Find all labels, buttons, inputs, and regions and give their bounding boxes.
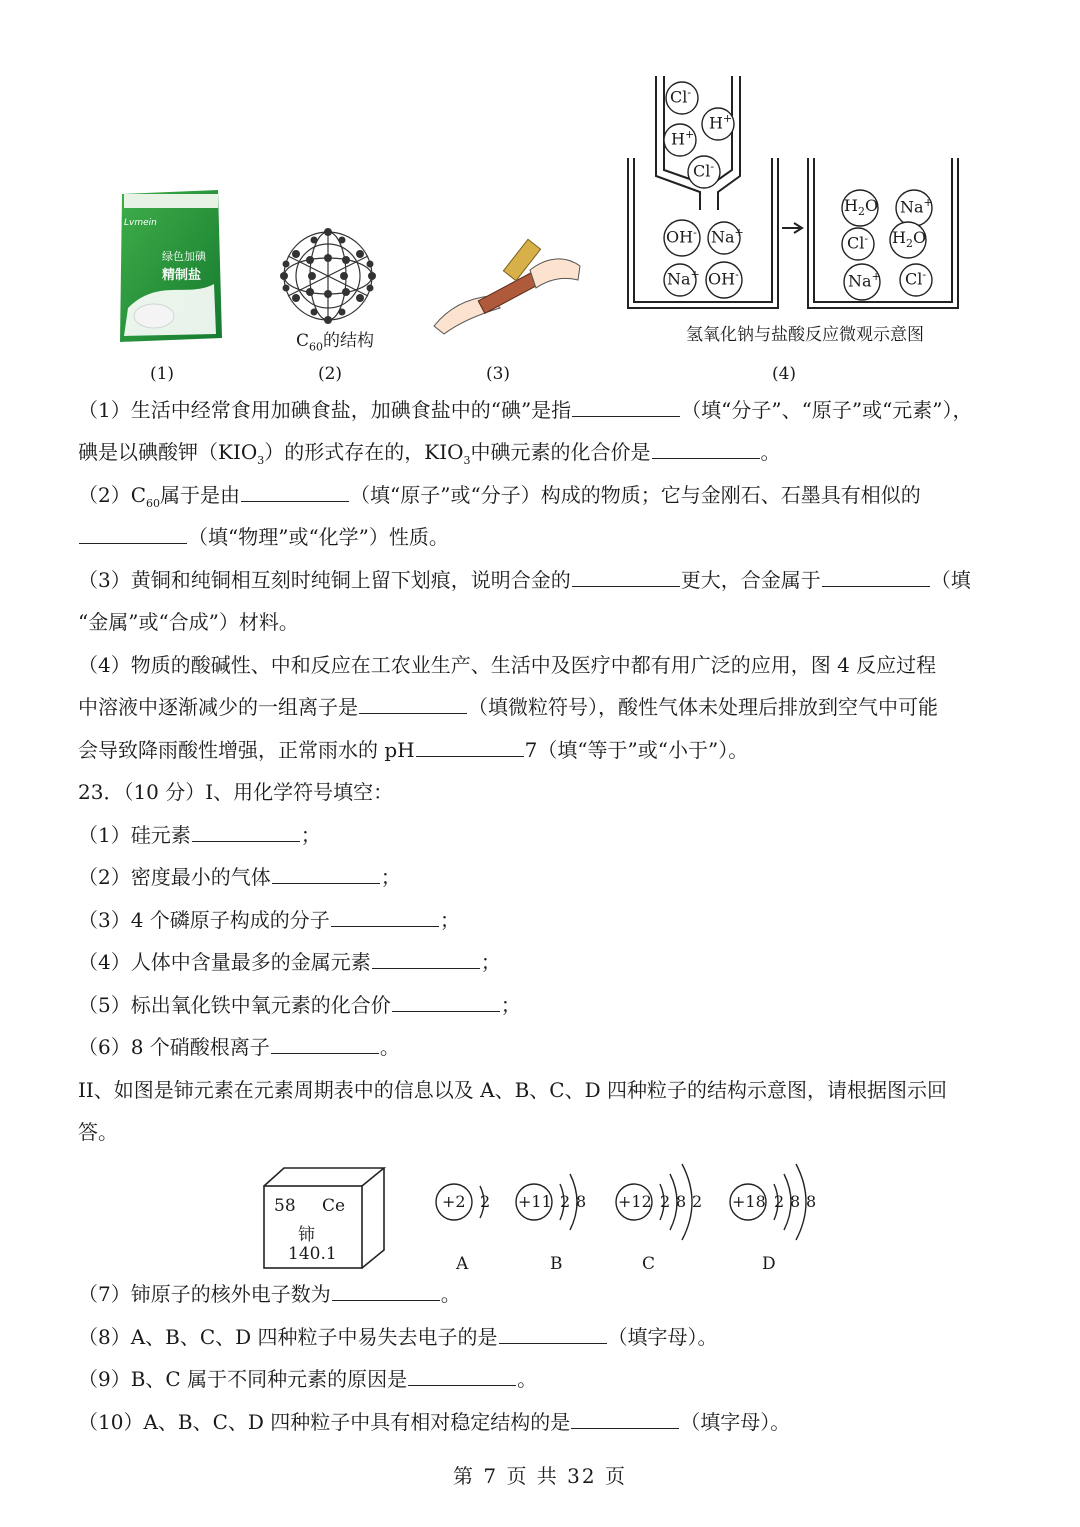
salt-name-text: 精制盐 [162, 268, 202, 283]
q22-4-line3: 会导致降雨酸性增强，正常雨水的 pH 7（填“等于”或“小于”）。 [78, 738, 749, 762]
particle-h2o-2: $H_2O$ [892, 228, 927, 251]
c60-structure-image [268, 226, 388, 326]
answer-blank[interactable] [359, 693, 467, 714]
q23-part2-line1: II、如图是铈元素在元素周期表中的信息以及 A、B、C、D 四种粒子的结构示意图，请根据图示回 [78, 1078, 947, 1102]
atom-d-nucleus: +18 [732, 1192, 766, 1211]
element-number: 58 [274, 1196, 296, 1216]
figure-3-label: (3) [485, 364, 511, 384]
q23-10: （10）A、B、C、D 四种粒子中具有相对稳定结构的是 （填字母）。 [78, 1410, 791, 1434]
atom-d-shell-1: 2 [774, 1192, 785, 1211]
answer-blank[interactable] [192, 821, 300, 842]
answer-blank[interactable] [331, 906, 439, 927]
salt-package-image [118, 188, 224, 344]
answer-blank[interactable] [571, 1408, 679, 1429]
answer-blank[interactable] [408, 1365, 516, 1386]
q23-part2-line2: 答。 [78, 1120, 118, 1144]
answer-blank[interactable] [241, 481, 349, 502]
figure-2-label: (2) [317, 364, 343, 384]
q22-1-line2: 碘是以碘酸钾$(KIO_3)$的形式存在的，$KIO_3$中碘元素的化合价是 。 [78, 440, 781, 467]
answer-blank[interactable] [499, 1323, 607, 1344]
atom-b-shell-1: 2 [560, 1192, 571, 1211]
atom-a-nucleus: +2 [442, 1192, 466, 1211]
atom-c-shell-3: 2 [692, 1192, 703, 1211]
atom-structure-diagrams [430, 1150, 830, 1280]
q22-4-line2: 中溶液中逐渐减少的一组离子是 （填微粒符号），酸性气体未处理后排放到空气中可能 [78, 695, 938, 719]
q23-8: （8）A、B、C、D 四种粒子中易失去电子的是 （填字母）。 [78, 1325, 718, 1349]
particle-oh-2: OH- [708, 268, 739, 289]
salt-badge-text: Lvmein [124, 218, 157, 228]
element-symbol: Ce [322, 1196, 346, 1216]
answer-blank[interactable] [272, 863, 380, 884]
c60-caption: $C_{60}$的结构 [295, 331, 374, 354]
answer-blank[interactable] [652, 438, 760, 459]
answer-blank[interactable] [416, 736, 524, 757]
atom-b-shell-2: 8 [576, 1192, 587, 1211]
atom-d-shell-2: 8 [790, 1192, 801, 1211]
q22-3-line2: “金属”或“合成”）材料。 [78, 610, 299, 634]
q22-4-line1: （4）物质的酸碱性、中和反应在工农业生产、生活中及医疗中都有用广泛的应用，图 4 反应过程 [78, 653, 937, 677]
atom-b-label: B [550, 1254, 563, 1274]
q22-2-line2: （填“物理”或“化学”）性质。 [78, 523, 449, 551]
particle-cl-1: Cl- [670, 86, 692, 107]
particle-na-4: Na+ [848, 270, 881, 291]
q23-item-1: （1）硅元素 ； [78, 823, 321, 847]
answer-blank[interactable] [332, 1280, 440, 1301]
atom-d-label: D [762, 1254, 776, 1274]
q23-item-4: （4）人体中含量最多的金属元素 ； [78, 950, 501, 974]
brass-scratch-image [430, 226, 582, 336]
q23-item-6: （6）8 个硝酸根离子 。 [78, 1035, 400, 1059]
element-name: 铈 [298, 1225, 315, 1245]
answer-blank[interactable] [392, 991, 500, 1012]
atom-c-label: C [642, 1254, 656, 1274]
particle-h2o-1: $H_2O$ [844, 196, 879, 219]
q22-2-line1: $(2)C_{60}$属于是由 （填“原子”或“分子）构成的物质；它与金刚石、石墨具有相似的 [78, 483, 921, 510]
answer-blank[interactable] [79, 523, 187, 544]
particle-na-1: Na+ [711, 226, 744, 247]
atom-c-shell-2: 8 [676, 1192, 687, 1211]
q22-1-line1: （1）生活中经常食用加碘食盐，加碘食盐中的“碘”是指 （填“分子”、“原子”或“元素”）， [78, 398, 973, 422]
particle-cl-4: Cl- [905, 268, 927, 289]
q23-header: 23．（10 分）I、用化学符号填空： [78, 780, 394, 804]
q23-item-5: （5）标出氧化铁中氧元素的化合价 ； [78, 993, 521, 1017]
atom-a-shell-1: 2 [480, 1192, 491, 1211]
neutralization-diagram [620, 74, 965, 318]
q22-3-line1: （3）黄铜和纯铜相互刻时纯铜上留下划痕，说明合金的 更大，合金属于 （填 [78, 568, 971, 592]
figure-1-label: (1) [149, 364, 175, 384]
answer-blank[interactable] [572, 396, 680, 417]
particle-h-2: H+ [671, 128, 695, 149]
particle-oh-1: OH- [666, 226, 697, 247]
atom-d-shell-3: 8 [806, 1192, 817, 1211]
atom-b-nucleus: +11 [518, 1192, 552, 1211]
q23-9: （9）B、C 属于不同种元素的原因是 。 [78, 1367, 538, 1391]
particle-cl-3: Cl- [847, 232, 869, 253]
particle-na-3: Na+ [900, 196, 933, 217]
page-footer: 第 7 页 共 32 页 [453, 1464, 627, 1488]
atom-c-nucleus: +12 [618, 1192, 652, 1211]
q23-item-2: （2）密度最小的气体 ； [78, 865, 401, 889]
atom-c-shell-1: 2 [660, 1192, 671, 1211]
answer-blank[interactable] [271, 1033, 379, 1054]
particle-cl-2: Cl- [693, 160, 715, 181]
neutralization-caption: 氢氧化钠与盐酸反应微观示意图 [686, 325, 924, 345]
figure-4-label: (4) [771, 364, 797, 384]
salt-brand-text: 绿色加碘 [162, 250, 206, 263]
particle-h-1: H+ [709, 112, 733, 133]
cerium-element-cell [262, 1166, 386, 1270]
element-mass: 140.1 [288, 1244, 337, 1264]
atom-a-label: A [456, 1254, 469, 1274]
particle-na-2: Na+ [667, 268, 700, 289]
answer-blank[interactable] [572, 566, 680, 587]
q23-item-3: （3）4 个磷原子构成的分子 ； [78, 908, 460, 932]
q23-7: （7）铈原子的核外电子数为 。 [78, 1282, 461, 1306]
answer-blank[interactable] [372, 948, 480, 969]
answer-blank[interactable] [822, 566, 930, 587]
